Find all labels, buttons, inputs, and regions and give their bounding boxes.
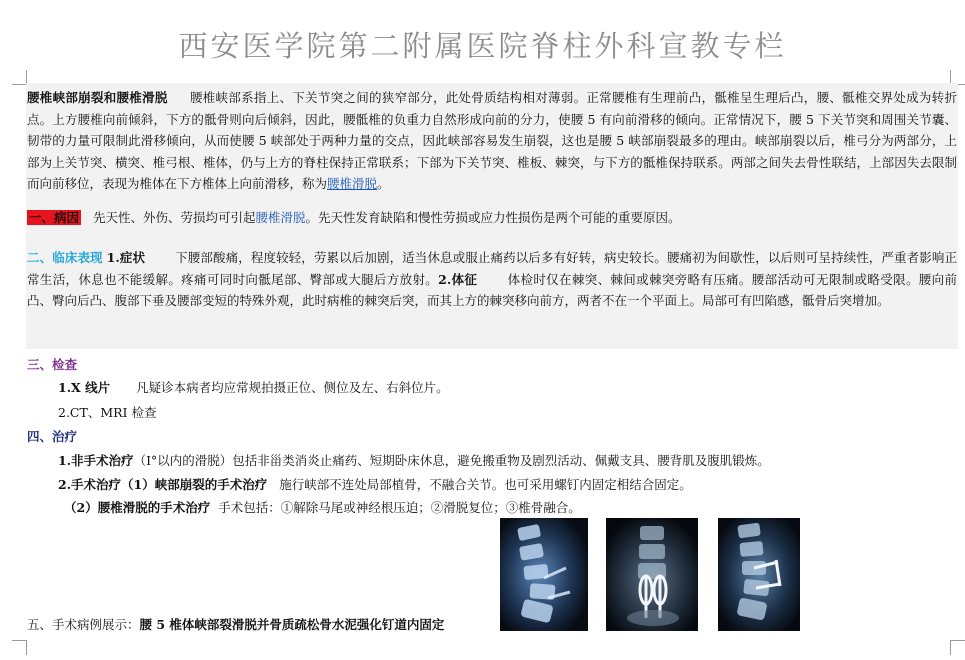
cause-paragraph [27,207,957,229]
treatment-item-nonsurgical [58,451,770,471]
cause-spondylolisthesis-link[interactable]: 腰椎滑脱 [255,210,306,225]
treatment-item-surgical [58,475,692,495]
symptom-text: 下腰部酸痛，程度较轻，劳累以后加剧，适当休息或服止痛药以后多有好转，病史较长。腰痛初为间歇性，以后则可呈持续性，严重者影响正常生活，休息也不能缓解。疼痛可同时向骶尾部、臀部或大腿后方放射。 [27,250,957,287]
symptom-label: 1.症状 [106,250,146,265]
intro-paragraph [27,87,957,195]
intro-heading: 腰椎峡部崩裂和腰椎滑脱 [27,90,168,105]
surgical-label: 2.手术治疗（1）峡部崩裂的手术治疗 [58,477,268,492]
page-title: 西安医学院第二附属医院脊柱外科宣教专栏 [178,29,787,63]
intro-text: 腰椎峡部系指上、下关节突之间的狭窄部分，此处骨质结构相对薄弱。正常腰椎有生理前凸，骶椎呈生理后凸，腰、骶椎交界处成为转折点。上方腰椎向前倾斜，下方的骶骨则向后倾斜，因此，腰骶椎的负重力自然形成向前的分力，使腰 5 有向前滑移的倾向。正常情况下，腰 5 下关节突和周围关节囊、韧带的力量可限制此滑移倾向，从而使腰 5 峡部处于两种力量的交点，因此峡部容易发生崩裂，这也是腰 5 峡部崩裂最多的理由。峡部崩裂以后，椎弓分为两部分，上部为上关节突、横突、椎弓根、椎体，仍与上方的脊柱保持正常联系；下部为下关节突、椎板、棘突，与下方的骶椎保持联系。两部之间失去骨性联结，上部因失去限制而向前移位，表现为椎体在下方椎体上向前滑移，称为 [27,90,957,191]
nonsurgical-label: 1.非手术治疗 [58,453,134,468]
page-corner-mark [950,640,965,655]
xray-image-frontal [606,518,698,631]
surgical-text: 施行峡部不连处局部植骨，不融合关节。也可采用螺钉内固定相结合固定。 [279,477,692,492]
exam-item-xray [58,378,449,398]
exam-heading: 三、检查 [27,357,78,372]
xray-image-lateral [500,518,588,631]
page-corner-mark [12,640,27,655]
spondylolisthesis-link[interactable]: 腰椎滑脱 [327,176,378,191]
case-text: 腰 5 椎体峡部裂滑脱并骨质疏松骨水泥强化钉道内固定 [139,617,445,632]
case-label: 五、手术病例展示： [27,617,140,632]
page-corner-mark [12,70,27,85]
clinical-paragraph [27,247,957,312]
slip-surgery-text: 手术包括：①解除马尾或神经根压迫；②滑脱复位；③椎骨融合。 [218,500,581,515]
case-caption [27,615,444,635]
cause-text: 先天性、外伤、劳损均可引起 [93,210,256,225]
sign-text: 体检时仅在棘突、棘间或棘突旁略有压痛。腰部活动可无限制或略受限。腰向前凸、臀向后凸、腹部下垂及腰部变短的特殊外观，此时病椎的棘突后突，而其上方的棘突移向前方，两者不在一个平面上。局部可有凹陷感，骶骨后突增加。 [27,271,957,308]
slip-surgery-label: （2）腰椎滑脱的手术治疗 [64,500,211,515]
exam-xray-label: 1.X 线片 [58,380,111,395]
exam-item-ct-mri: 2.CT、MRI 检查 [58,405,157,420]
sign-label: 2.体征 [438,271,478,287]
nonsurgical-text: （Ⅰ°以内的滑脱）包括非甾类消炎止痛药、短期卧床休息，避免搬重物及剧烈活动、佩戴支具、腰背肌及腹肌锻炼。 [133,453,770,468]
treatment-heading: 四、治疗 [27,429,78,444]
clinical-heading: 二、临床表现 [27,250,103,265]
exam-xray-text: 凡疑诊本病者均应常规拍摄正位、侧位及左、右斜位片。 [136,380,449,395]
cause-heading: 一、病因 [29,210,80,225]
xray-image-lateral-postop [718,518,800,631]
cause-text-2: 。先天性发育缺陷和慢性劳损或应力性损伤是两个可能的重要原因。 [305,210,681,225]
intro-end: 。 [377,176,390,191]
treatment-item-slip-surgery [64,498,581,518]
